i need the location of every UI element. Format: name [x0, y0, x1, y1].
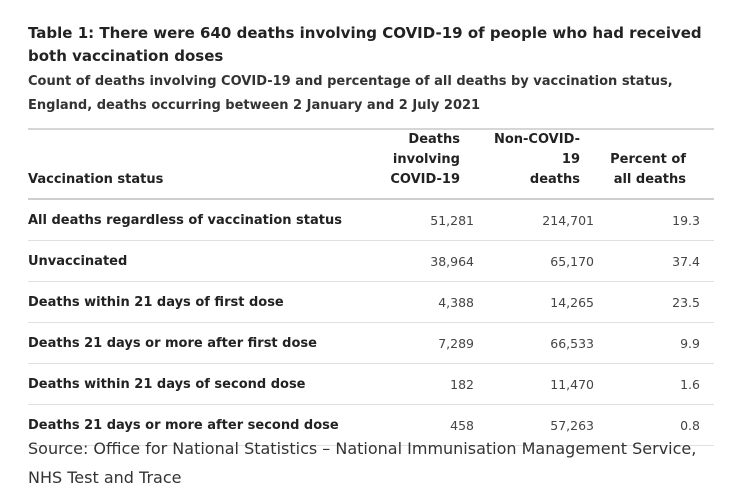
- row-percent: 19.3: [608, 199, 714, 241]
- row-non-covid-deaths: 65,170: [488, 241, 608, 282]
- table-title: Table 1: There were 640 deaths involving COVID-19 of people who had received both vaccination doses: [28, 24, 702, 65]
- row-status: All deaths regardless of vaccination status: [28, 199, 348, 241]
- table-row: [28, 323, 714, 364]
- header-non-covid-deaths: Non-COVID-19 deaths: [488, 130, 608, 199]
- row-non-covid-deaths: 14,265: [488, 282, 608, 323]
- row-non-covid-deaths: 11,470: [488, 364, 608, 405]
- row-percent: 0.8: [608, 405, 714, 446]
- header-vaccination-status: Vaccination status: [28, 130, 348, 199]
- source-note: Source: Office for National Statistics – National Immunisation Management Service, NHS Test and Trace: [28, 439, 697, 487]
- row-status: Deaths 21 days or more after second dose: [28, 405, 348, 446]
- row-covid-deaths: 182: [348, 364, 488, 405]
- row-status: Deaths 21 days or more after first dose: [28, 323, 348, 364]
- vaccination-deaths-table: [28, 130, 714, 446]
- table-subtitle: Count of deaths involving COVID-19 and percentage of all deaths by vaccination status, England, deaths occurring between 2 January and 2 July 2021: [28, 74, 673, 113]
- header-deaths-covid: Deaths involving COVID-19: [348, 130, 488, 199]
- row-percent: 37.4: [608, 241, 714, 282]
- row-covid-deaths: 7,289: [348, 323, 488, 364]
- row-covid-deaths: 51,281: [348, 199, 488, 241]
- row-status: Unvaccinated: [28, 241, 348, 282]
- row-non-covid-deaths: 214,701: [488, 199, 608, 241]
- row-covid-deaths: 38,964: [348, 241, 488, 282]
- table-header-row: [28, 130, 714, 199]
- row-covid-deaths: 4,388: [348, 282, 488, 323]
- row-percent: 23.5: [608, 282, 714, 323]
- row-status: Deaths within 21 days of first dose: [28, 282, 348, 323]
- row-non-covid-deaths: 66,533: [488, 323, 608, 364]
- table-row: [28, 241, 714, 282]
- row-percent: 9.9: [608, 323, 714, 364]
- row-status: Deaths within 21 days of second dose: [28, 364, 348, 405]
- header-percent-all-deaths: Percent of all deaths: [608, 130, 714, 199]
- table-row: [28, 364, 714, 405]
- table-row: [28, 282, 714, 323]
- row-covid-deaths: 458: [348, 405, 488, 446]
- table-row: [28, 199, 714, 241]
- row-non-covid-deaths: 57,263: [488, 405, 608, 446]
- row-percent: 1.6: [608, 364, 714, 405]
